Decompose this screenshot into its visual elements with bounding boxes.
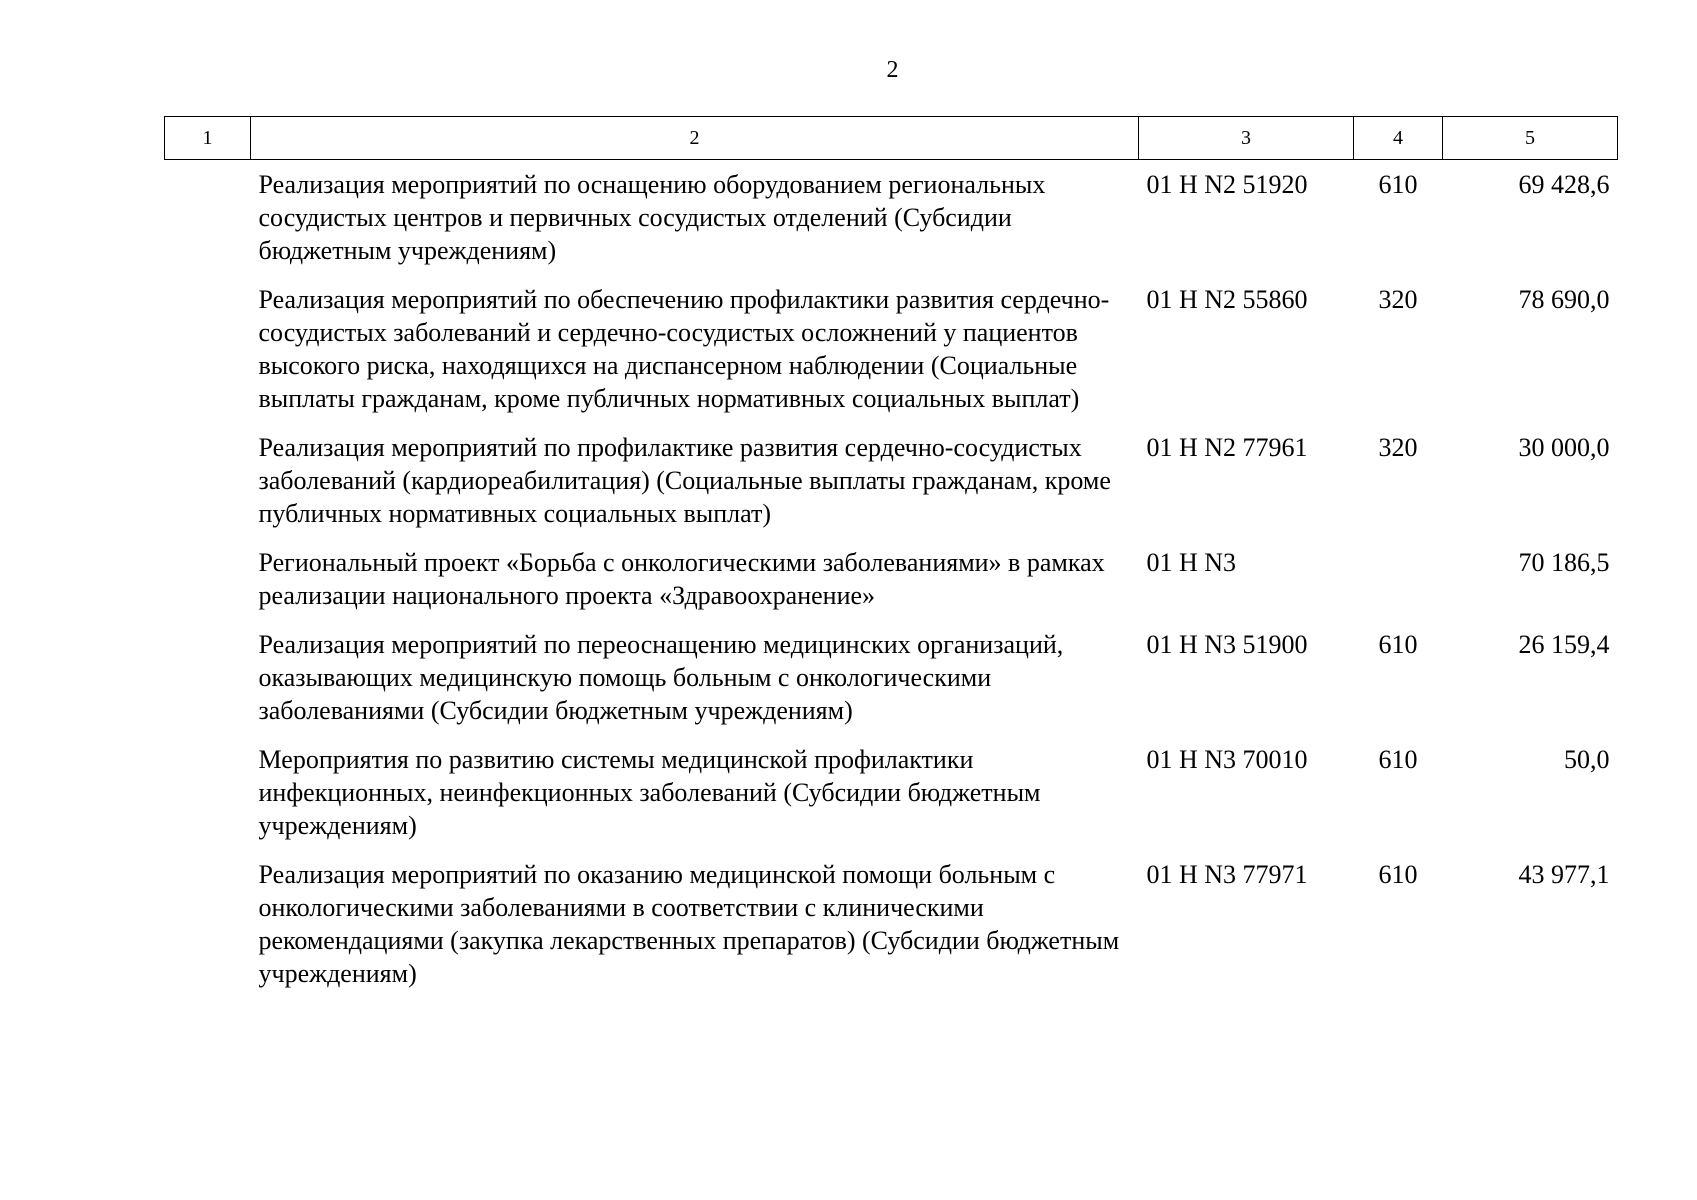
row-expense-type: 320 (1378, 433, 1418, 462)
table-body (165, 160, 1618, 1007)
row-name: Мероприятия по развитию системы медицинской профилактики инфекционных, неинфекционных заболеваний (Субсидии бюджетным учреждениям) (258, 745, 1041, 840)
row-sum: 70 186,5 (1518, 548, 1610, 577)
row-sum: 43 977,1 (1518, 860, 1610, 889)
row-number-cell (165, 283, 251, 431)
row-name: Реализация мероприятий по оснащению оборудованием региональных сосудистых центров и первичных сосудистых отделений (Субсидии бюджетным учреждениям) (258, 170, 1046, 265)
row-sum: 30 000,0 (1518, 433, 1610, 462)
row-expense-type: 610 (1378, 745, 1418, 774)
table-row (165, 628, 1618, 743)
row-code: 01 Н N2 51920 (1146, 170, 1308, 199)
header-col-4: 4 (1354, 117, 1443, 160)
header-col-3: 3 (1139, 117, 1354, 160)
row-expense-type: 610 (1378, 170, 1418, 199)
row-code: 01 Н N3 70010 (1146, 745, 1308, 774)
row-code: 01 Н N3 77971 (1146, 860, 1308, 889)
row-code: 01 Н N2 77961 (1146, 433, 1308, 462)
header-col-5: 5 (1443, 117, 1618, 160)
row-sum: 26 159,4 (1518, 630, 1610, 659)
table-row (165, 743, 1618, 858)
row-name: Региональный проект «Борьба с онкологическими заболеваниями» в рамках реализации национального проекта «Здравоохранение» (258, 548, 1105, 610)
header-col-2: 2 (251, 117, 1139, 160)
row-number-cell (165, 431, 251, 546)
row-number-cell (165, 628, 251, 743)
row-sum: 78 690,0 (1518, 285, 1610, 314)
table-row (165, 546, 1618, 628)
row-expense-type (1354, 546, 1443, 628)
row-name: Реализация мероприятий по профилактике развития сердечно-сосудистых заболеваний (кардиореабилитация) (Социальные выплаты гражданам, кроме публичных нормативных социальных выплат) (258, 433, 1111, 528)
row-name: Реализация мероприятий по обеспечению профилактики развития сердечно-сосудистых заболеваний и сердечно-сосудистых осложнений у пациентов высокого риска, находящихся на диспансерном наблюдении (Социальные выплаты гражданам, кроме публичных нормативных социальных выплат) (258, 285, 1110, 413)
row-code: 01 Н N3 (1146, 548, 1237, 577)
row-name: Реализация мероприятий по оказанию медицинской помощи больным с онкологическими заболеваниями в соответствии с клиническими рекомендациями (закупка лекарственных препаратов) (Субсидии бюджетным учреждениям) (258, 860, 1120, 988)
table-header (165, 117, 1618, 160)
page-number: 2 (886, 57, 899, 83)
row-code: 01 Н N3 51900 (1146, 630, 1308, 659)
row-name: Реализация мероприятий по переоснащению медицинских организаций, оказывающих медицинскую помощь больным с онкологическими заболеваниями (Субсидии бюджетным учреждениям) (258, 630, 1064, 725)
table-row (165, 431, 1618, 546)
row-expense-type: 610 (1378, 860, 1418, 889)
table-row (165, 160, 1618, 284)
table-row (165, 283, 1618, 431)
row-number-cell (165, 858, 251, 1006)
row-code: 01 Н N2 55860 (1146, 285, 1308, 314)
row-number-cell (165, 160, 251, 284)
row-number-cell (165, 546, 251, 628)
budget-table (164, 116, 1618, 1006)
row-number-cell (165, 743, 251, 858)
row-expense-type: 610 (1378, 630, 1418, 659)
header-row (165, 117, 1618, 160)
row-expense-type: 320 (1378, 285, 1418, 314)
row-sum: 69 428,6 (1518, 170, 1610, 199)
header-col-1: 1 (165, 117, 251, 160)
table-row (165, 858, 1618, 1006)
row-sum: 50,0 (1564, 745, 1610, 774)
